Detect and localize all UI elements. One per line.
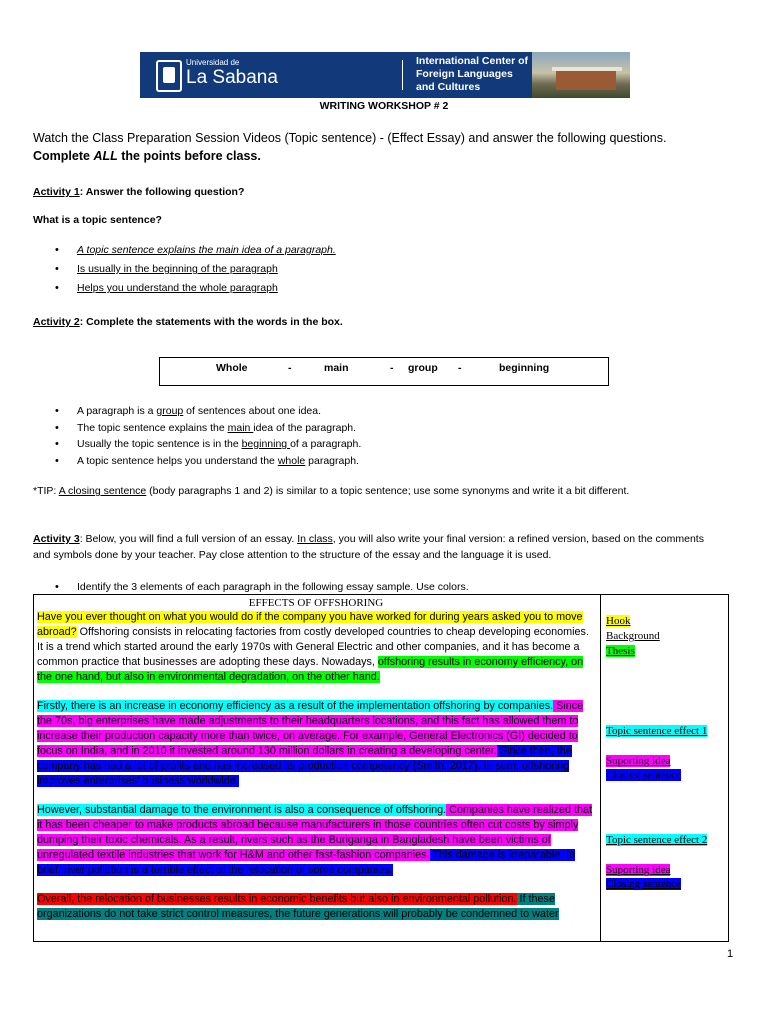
instructions [33, 129, 733, 165]
label-topic-2: Topic sentence effect 2 [606, 834, 708, 846]
activity-2-heading: Activity 2: Complete the statements with the words in the box. [33, 316, 343, 328]
word-box [159, 357, 609, 386]
activity-1-heading: Activity 1: Answer the following question? [33, 186, 245, 198]
instructions-line-2: Complete ALL the points before class. [33, 149, 261, 163]
list-item: • Usually the topic sentence is in the beginning of a paragraph. [33, 436, 361, 453]
topic-sentence-2: However, substantial damage to the environment is also a consequence of offshoring. [37, 804, 447, 816]
label-support-2: Suporting idea [606, 864, 671, 876]
final-thought: If these organizations do not take strict control measures, the future generations will probably be condemned to water [37, 893, 559, 920]
table-divider [600, 595, 601, 941]
label-thesis: Thesis [606, 645, 635, 657]
activity-1-question: What is a topic sentence? [33, 214, 162, 226]
word-whole: Whole [216, 362, 248, 374]
essay-introduction [37, 610, 595, 685]
campus-photo [532, 52, 630, 98]
list-item: • Helps you understand the whole paragraph [33, 280, 336, 299]
hook-sentence: Have you ever thought on what you would do if the company you have worked for during years asked you to move abroad? [37, 611, 583, 638]
workshop-title: WRITING WORKSHOP # 2 [319, 100, 449, 112]
label-topic-1: Topic sentence effect 1 [606, 725, 708, 737]
supporting-idea-2: Companies have realized that it has been cheaper to make products abroad because manufacturers in those countries often cut costs by simply dumping their toxic chemicals. As a result, rivers such as the Buriganga in Bangladesh have been victims of unregulated textile industries that work for H&M and other fast-fashion companies. [37, 804, 592, 861]
thesis-statement: offshoring results in economy efficiency, on the one hand, but also in environmental degradation, on the other hand. [37, 656, 584, 683]
activity-2-statements [33, 403, 361, 469]
center-line-3: and Cultures [416, 81, 481, 93]
essay-table [33, 594, 729, 942]
header-banner [140, 52, 630, 98]
closing-sentence-2: This damage is irreparable. In brief, river pollution is a terrible effect of the relocation of some companies. [37, 849, 576, 876]
list-item: • Is usually in the beginning of the paragraph [33, 261, 336, 280]
word-dash: - [458, 362, 462, 374]
page-number: 1 [727, 948, 734, 960]
label-closing-1: Closing sentence [606, 769, 681, 781]
essay-title: EFFECTS OF OFFSHORING [248, 597, 384, 609]
activity-1-answers [33, 242, 336, 299]
center-name [416, 55, 536, 94]
list-item: • The topic sentence explains the main idea of the paragraph. [33, 420, 361, 437]
word-beginning: beginning [499, 362, 550, 374]
essay-conclusion [37, 892, 595, 922]
banner-divider [402, 60, 403, 90]
center-line-2: Foreign Languages [416, 68, 513, 80]
topic-sentence-1: Firstly, there is an increase in economy efficiency as a result of the implementation offshoring by companies. [37, 700, 554, 712]
label-support-1: Suporting idea [606, 755, 671, 767]
word-main: main [324, 362, 349, 374]
tip-text: *TIP: A closing sentence (body paragraphs 1 and 2) is similar to a topic sentence; use some synonyms and write it a bit different. [33, 485, 630, 497]
label-background: Background [606, 630, 660, 642]
university-name: La Sabana [186, 67, 278, 88]
restated-thesis: Overall, the relocation of businesses results in economic benefits but also in environmental pollution. [37, 893, 517, 905]
word-dash: - [390, 362, 394, 374]
center-line-1: International Center of [416, 55, 529, 67]
label-closing-2: Closing sentence [606, 878, 681, 890]
list-item: • A topic sentence helps you understand the whole paragraph. [33, 453, 361, 470]
university-shield-icon [156, 60, 182, 92]
essay-body-2 [37, 803, 595, 878]
word-dash: - [288, 362, 292, 374]
activity-3-text: Activity 3: Below, you will find a full version of an essay. In class, you will also write your final version: a refined version, based on the comments and symbols done by your teacher. Pay close attention to the structure of the essay and the language it is used. [33, 533, 704, 561]
label-hook: Hook [606, 615, 631, 627]
background-text: Offshoring consists in relocating factories from costly developed countries to cheap developing economies. It is a trend which started around the early 1970s with General Electric and other companies, and it has become a common practice that businesses are adopting these days. Nowadays, [37, 626, 589, 668]
supporting-idea-1: Since the 70s, big enterprises have made adjustments to their headquarters locations, and this fact has allowed them to increase their production capacity more than twice, on average. For example, General Electronics (GI) decided to focus on India, and in 2010 it invested around 130 million dollars in creating a developing center. [37, 700, 584, 757]
essay-text [37, 596, 595, 922]
closing-sentence-1: Since then, the company has had a lot of profits and has increased its production competency (Smith, 2017). In sum, offshoring improves enterprises' business worldwide. [37, 745, 572, 787]
list-item: • Identify the 3 elements of each paragraph in the following essay sample. Use colors. [33, 579, 469, 598]
essay-body-1 [37, 699, 595, 789]
instructions-line-1: Watch the Class Preparation Session Videos (Topic sentence) - (Effect Essay) and answer the following questions. [33, 131, 667, 145]
university-label-small: Universidad de [186, 58, 240, 67]
word-group: group [408, 362, 438, 374]
list-item: • A paragraph is a group of sentences about one idea. [33, 403, 361, 420]
list-item: • A topic sentence explains the main idea of a paragraph. [33, 242, 336, 261]
